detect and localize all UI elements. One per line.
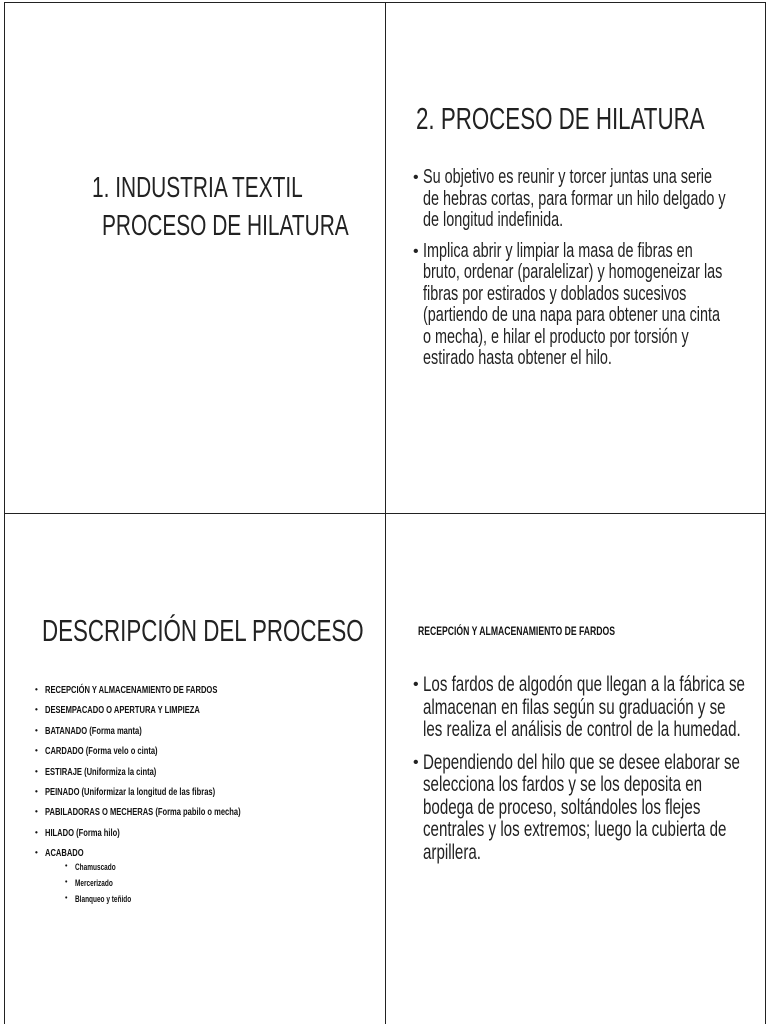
slide-1-title	[92, 169, 386, 245]
bullet-item	[413, 241, 763, 370]
process-step: • DESEMPACADO O APERTURA Y LIMPIEZA	[35, 700, 335, 720]
slide-2-bullet-list	[413, 167, 763, 379]
process-step: • PEINADO (Uniformizar la longitud de las fibras)	[35, 782, 335, 802]
bullet-line: estirado hasta obtener el hilo.	[423, 347, 612, 369]
slide-2-title: 2. PROCESO DE HILATURA	[416, 101, 705, 136]
process-step: • CARDADO (Forma velo o cinta)	[35, 741, 335, 761]
process-step: • RECEPCIÓN Y ALMACENAMIENTO DE FARDOS	[35, 680, 335, 700]
bullet-item	[413, 167, 763, 232]
process-step: • PABILADORAS O MECHERAS (Forma pabilo o mecha)	[35, 802, 335, 822]
process-step: • ESTIRAJE (Uniformiza la cinta)	[35, 762, 335, 782]
bullet-item	[413, 674, 763, 742]
bullet-line: Dependiendo del hilo que se desee elaborar se	[423, 750, 740, 774]
bullet-line: bodega de proceso, soltándoles los flejes	[423, 795, 701, 819]
slide-4	[385, 513, 766, 1024]
slide-3-title: DESCRIPCIÓN DEL PROCESO	[42, 613, 364, 648]
slide-3	[4, 513, 386, 1024]
bullet-line: arpillera.	[423, 840, 481, 864]
bullet-line: (partiendo de una napa para obtener una cinta	[423, 304, 721, 326]
slide-2	[385, 2, 766, 514]
bullet-line: les realiza el análisis de control de la humedad.	[423, 718, 741, 741]
bullet-item	[413, 752, 763, 865]
bullet-line: fibras por estirados y doblados sucesivos	[423, 282, 687, 305]
process-step: • ACABADO	[35, 843, 335, 863]
slide-1-title-line-2: PROCESO DE HILATURA	[102, 210, 349, 242]
slide-1-title-line-1: 1. INDUSTRIA TEXTIL	[92, 172, 303, 204]
slide-1	[4, 2, 386, 514]
process-step-list	[35, 680, 335, 864]
process-substep: • Mercerizado	[65, 875, 153, 891]
bullet-line: Los fardos de algodón que llegan a la fábrica se	[423, 673, 745, 696]
bullet-line: de longitud indefinida.	[423, 209, 564, 231]
slide-4-heading: RECEPCIÓN Y ALMACENAMIENTO DE FARDOS	[418, 624, 615, 638]
process-step: • HILADO (Forma hilo)	[35, 823, 335, 843]
bullet-line: selecciona los fardos y se los deposita en	[423, 773, 703, 796]
bullet-line: de hebras cortas, para formar un hilo delgado y	[423, 187, 726, 210]
slide-4-bullet-list	[413, 674, 763, 874]
bullet-line: centrales y los extremos; luego la cubierta de	[423, 818, 727, 841]
bullet-line: bruto, ordenar (paralelizar) y homogeneizar las	[423, 261, 723, 283]
bullet-line: o mecha), e hilar el producto por torsión y	[423, 325, 689, 348]
acabado-substep-list	[65, 859, 153, 907]
process-step: • BATANADO (Forma manta)	[35, 721, 335, 741]
bullet-line: almacenan en filas según su graduación y se	[423, 695, 726, 719]
process-substep: • Chamuscado	[65, 859, 153, 875]
bullet-line: Implica abrir y limpiar la masa de fibras en	[423, 239, 693, 262]
bullet-line: Su objetivo es reunir y torcer juntas una serie	[423, 166, 712, 188]
process-substep: • Blanqueo y teñido	[65, 891, 153, 907]
